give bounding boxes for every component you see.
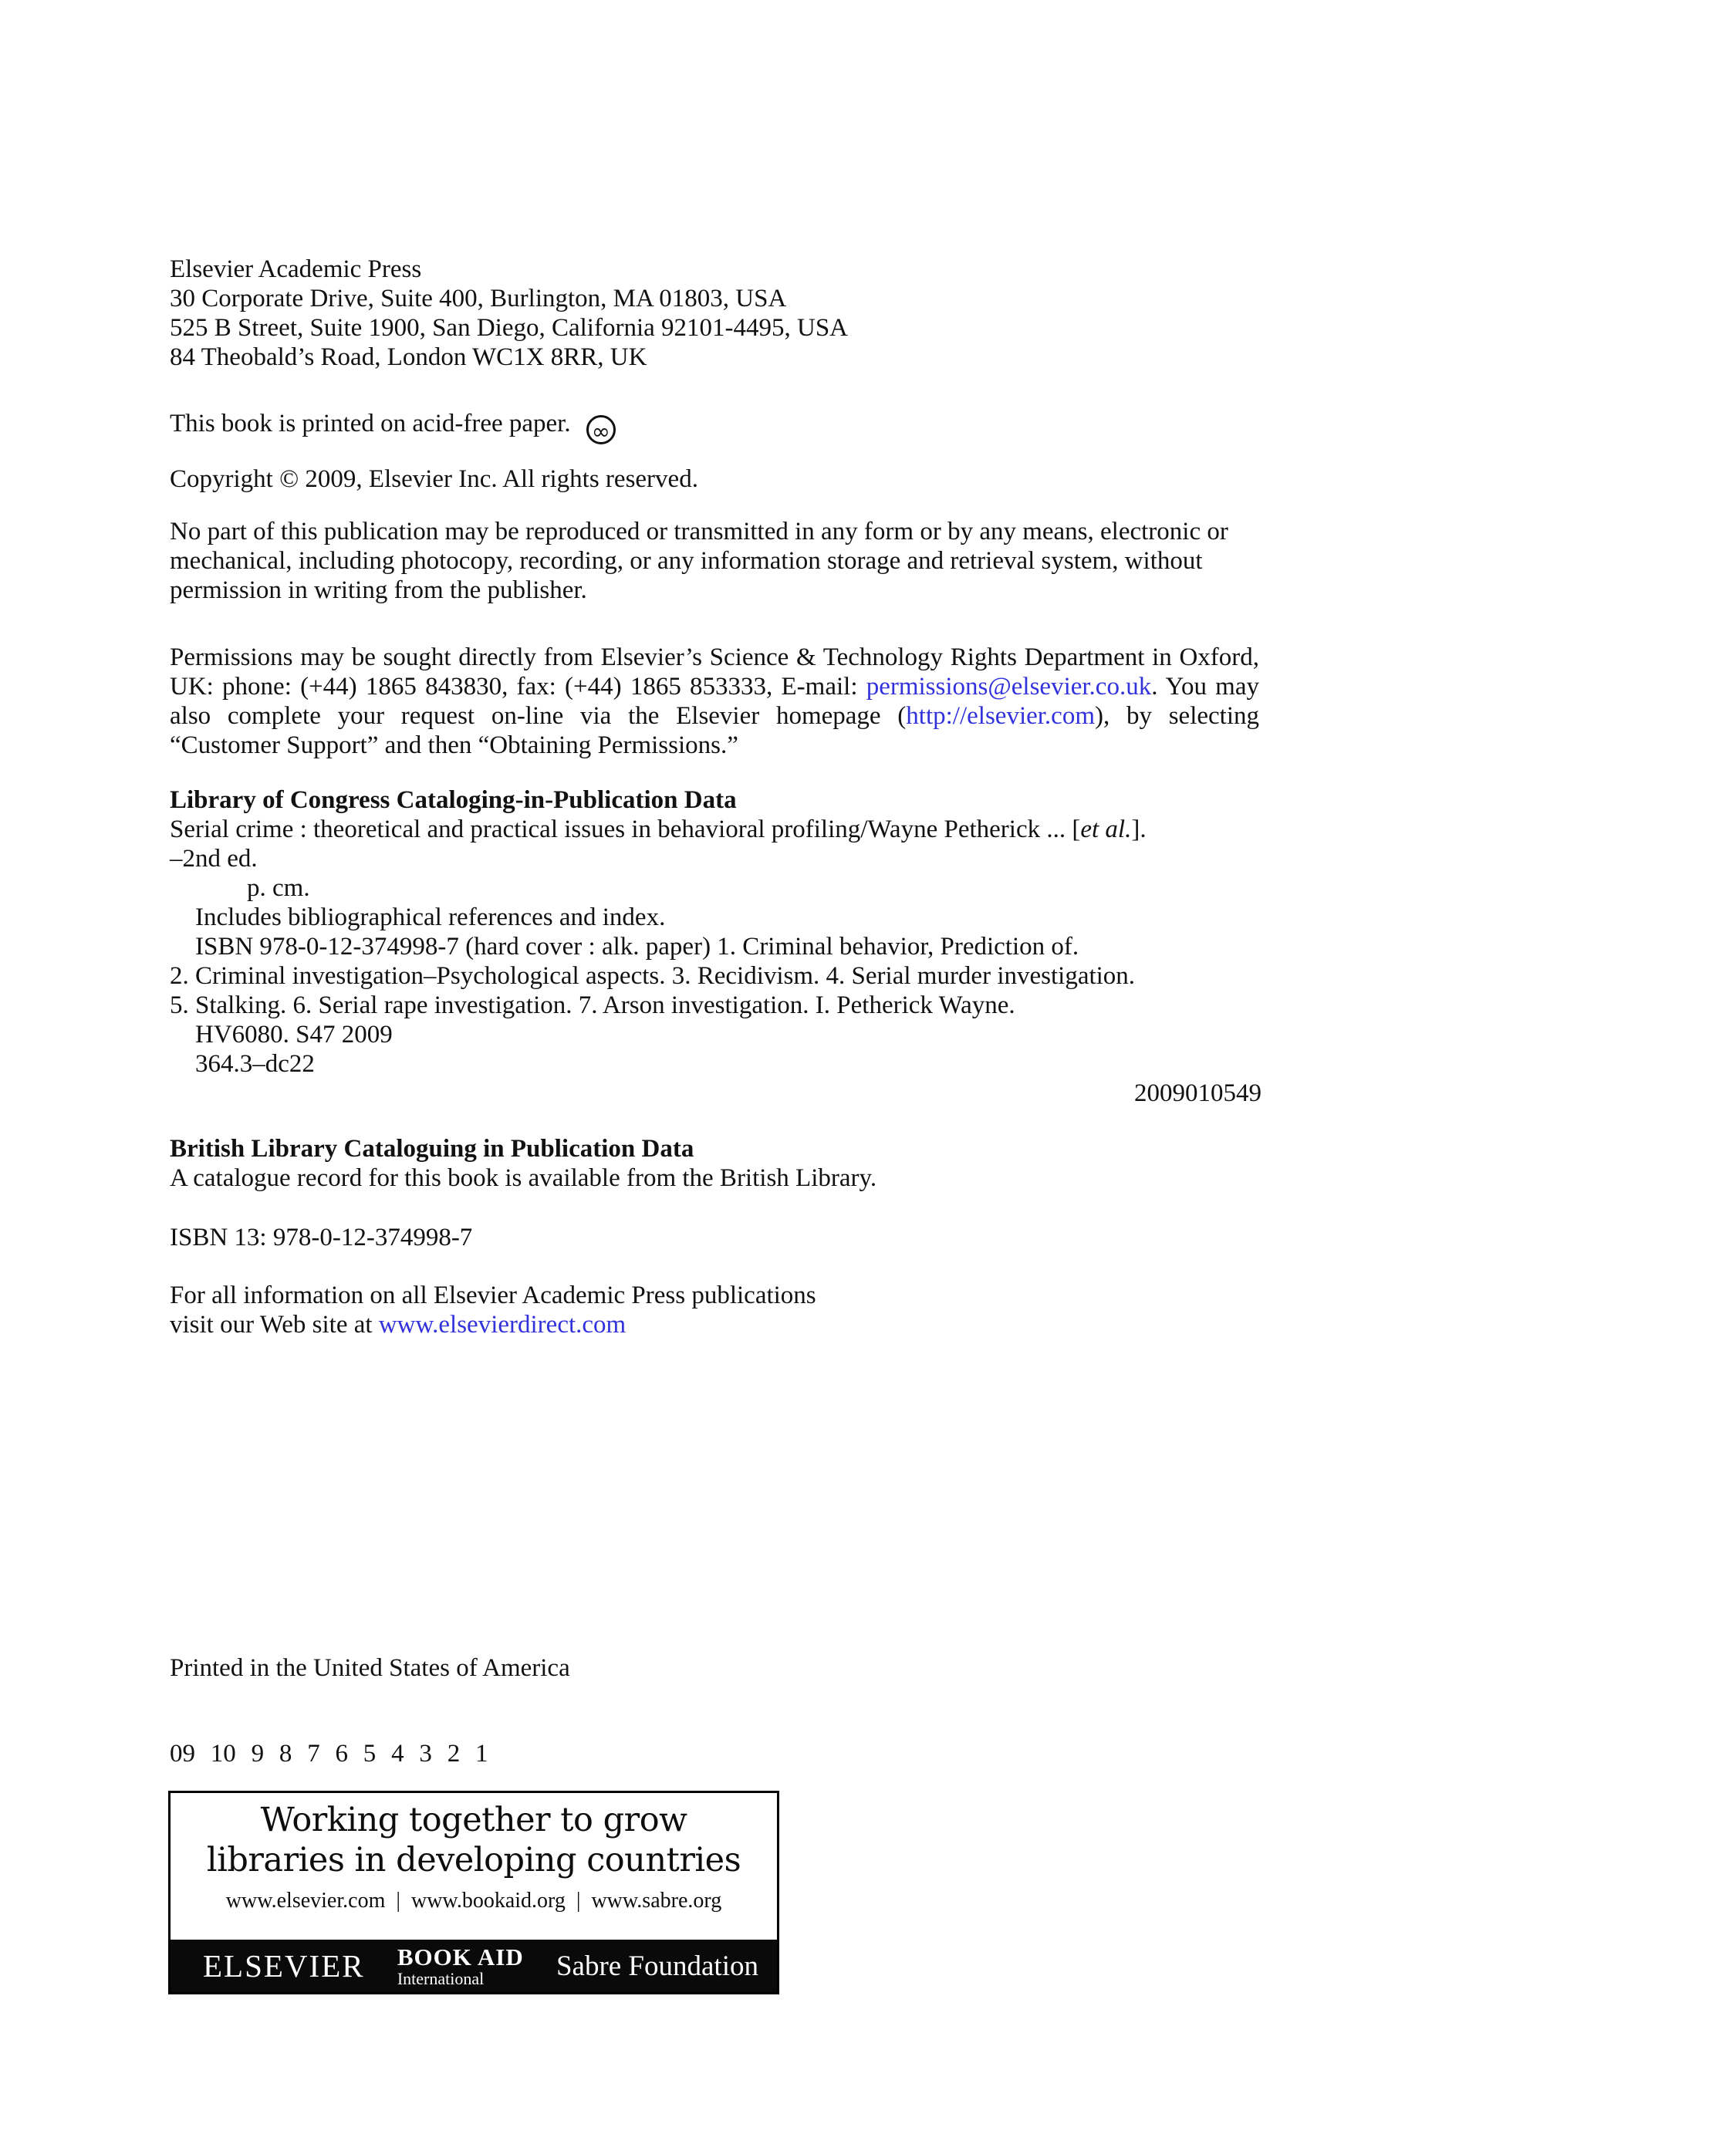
isbn13-line: ISBN 13: 978-0-12-374998-7 bbox=[170, 1224, 473, 1251]
info-line-2-prefix: visit our Web site at bbox=[170, 1311, 379, 1339]
loc-title-etal: et al. bbox=[1080, 816, 1132, 843]
publisher-name: Elsevier Academic Press bbox=[170, 255, 422, 283]
footer-url-elsevier[interactable]: www.elsevier.com bbox=[225, 1889, 386, 1913]
publisher-address-1: 30 Corporate Drive, Suite 400, Burlington, MA 01803, USA bbox=[170, 285, 787, 312]
info-line-1: For all information on all Elsevier Academic Press publications bbox=[170, 1282, 816, 1309]
footer-urls bbox=[171, 1889, 777, 1913]
printed-block bbox=[170, 1653, 570, 1683]
loc-subjects-b: 5. Stalking. 6. Serial rape investigation. 7. Arson investigation. I. Petherick Wayne. bbox=[170, 991, 1015, 1019]
loc-pcm: p. cm. bbox=[247, 874, 310, 902]
loc-heading: Library of Congress Cataloging-in-Publication Data bbox=[170, 786, 737, 814]
infinity-icon: ∞ bbox=[586, 415, 616, 444]
loc-isbn: ISBN 978-0-12-374998-7 (hard cover : alk. paper) 1. Criminal behavior, Prediction of. bbox=[195, 933, 1079, 961]
publisher-address-2: 525 B Street, Suite 1900, San Diego, California 92101-4495, USA bbox=[170, 314, 849, 342]
acid-free-text: This book is printed on acid-free paper. bbox=[170, 410, 577, 437]
permissions-text-2: . You may also complete your request on-line via the Elsevier homepage ( bbox=[170, 673, 1259, 730]
loc-title-before: Serial crime : theoretical and practical issues in behavioral profiling/Wayne Petherick ... [ bbox=[170, 816, 1081, 843]
elsevierdirect-link[interactable]: www.elsevierdirect.com bbox=[378, 1311, 627, 1339]
publisher-address-3: 84 Theobald’s Road, London WC1X 8RR, UK bbox=[170, 343, 647, 371]
loc-dewey: 364.3–dc22 bbox=[195, 1050, 315, 1078]
footer-tagline-line-1: Working together to grow bbox=[260, 1801, 687, 1839]
permissions-text-3: ), by selecting “Customer Support” and then “Obtaining Permissions.” bbox=[170, 702, 1259, 759]
permissions-email-link-part2[interactable]: elsevier.co.uk bbox=[1011, 673, 1152, 701]
rights-notice-paragraph: No part of this publication may be reproduced or transmitted in any form or by any means, electronic or mechanical, including photocopy, recording, or any information storage and retrieval system, without permission in writing from the publisher. bbox=[170, 518, 1228, 604]
loc-includes: Includes bibliographical references and index. bbox=[195, 903, 666, 931]
printed-line: Printed in the United States of America bbox=[170, 1654, 570, 1682]
sabre-foundation-logo: Sabre Foundation bbox=[556, 1950, 758, 1982]
printing-numbers-block bbox=[170, 1739, 488, 1768]
bl-heading: British Library Cataloguing in Publication Data bbox=[170, 1135, 694, 1163]
loc-control-number: 2009010549 bbox=[1134, 1079, 1261, 1107]
bookaid-logo bbox=[397, 1945, 524, 1987]
permissions-email-link-part1[interactable]: permissions@ bbox=[866, 673, 1012, 701]
info-block bbox=[170, 1281, 816, 1339]
loc-edition: –2nd ed. bbox=[170, 845, 258, 873]
footer-url-sabre[interactable]: www.sabre.org bbox=[591, 1889, 722, 1913]
footer-tagline bbox=[171, 1793, 777, 1880]
loc-title-line bbox=[170, 815, 1261, 844]
footer-url-bookaid[interactable]: www.bookaid.org bbox=[410, 1889, 566, 1913]
copyright-block bbox=[170, 464, 698, 494]
bookaid-logo-line-2: International bbox=[397, 1968, 485, 1988]
permissions-paragraph bbox=[170, 643, 1259, 760]
elsevier-homepage-link[interactable]: http://elsevier.com bbox=[906, 702, 1095, 730]
loc-title-after: ]. bbox=[1131, 816, 1147, 843]
url-separator-1: | bbox=[396, 1889, 400, 1913]
loc-call-number: HV6080. S47 2009 bbox=[195, 1021, 393, 1049]
info-line-2 bbox=[170, 1310, 816, 1339]
printing-numbers: 09 10 9 8 7 6 5 4 3 2 1 bbox=[170, 1740, 488, 1768]
footer-box-white-area bbox=[171, 1793, 777, 1940]
copyright-line: Copyright © 2009, Elsevier Inc. All rights reserved. bbox=[170, 465, 698, 493]
isbn13-block bbox=[170, 1223, 472, 1252]
acid-free-note bbox=[170, 409, 616, 444]
footer-logo-bar bbox=[171, 1940, 777, 1992]
british-library-block bbox=[170, 1134, 876, 1193]
bl-line: A catalogue record for this book is available from the British Library. bbox=[170, 1164, 877, 1192]
publisher-block bbox=[170, 255, 848, 372]
elsevier-logo: ELSEVIER bbox=[203, 1948, 365, 1984]
footer-tagline-line-2: libraries in developing countries bbox=[206, 1841, 741, 1879]
bookaid-footer-box bbox=[168, 1791, 779, 1994]
permissions-text-1: Permissions may be sought directly from Elsevier’s Science & Technology Rights Department in Oxford, UK: phone: (+44) 1865 843830, fax: (+44) 1865 853333, E-mail: bbox=[170, 643, 1259, 701]
loc-block bbox=[170, 785, 1261, 1108]
bookaid-logo-line-1: BOOK AID bbox=[397, 1943, 524, 1970]
loc-subjects-a: 2. Criminal investigation–Psychological aspects. 3. Recidivism. 4. Serial murder investigation. bbox=[170, 962, 1136, 990]
url-separator-2: | bbox=[576, 1889, 581, 1913]
